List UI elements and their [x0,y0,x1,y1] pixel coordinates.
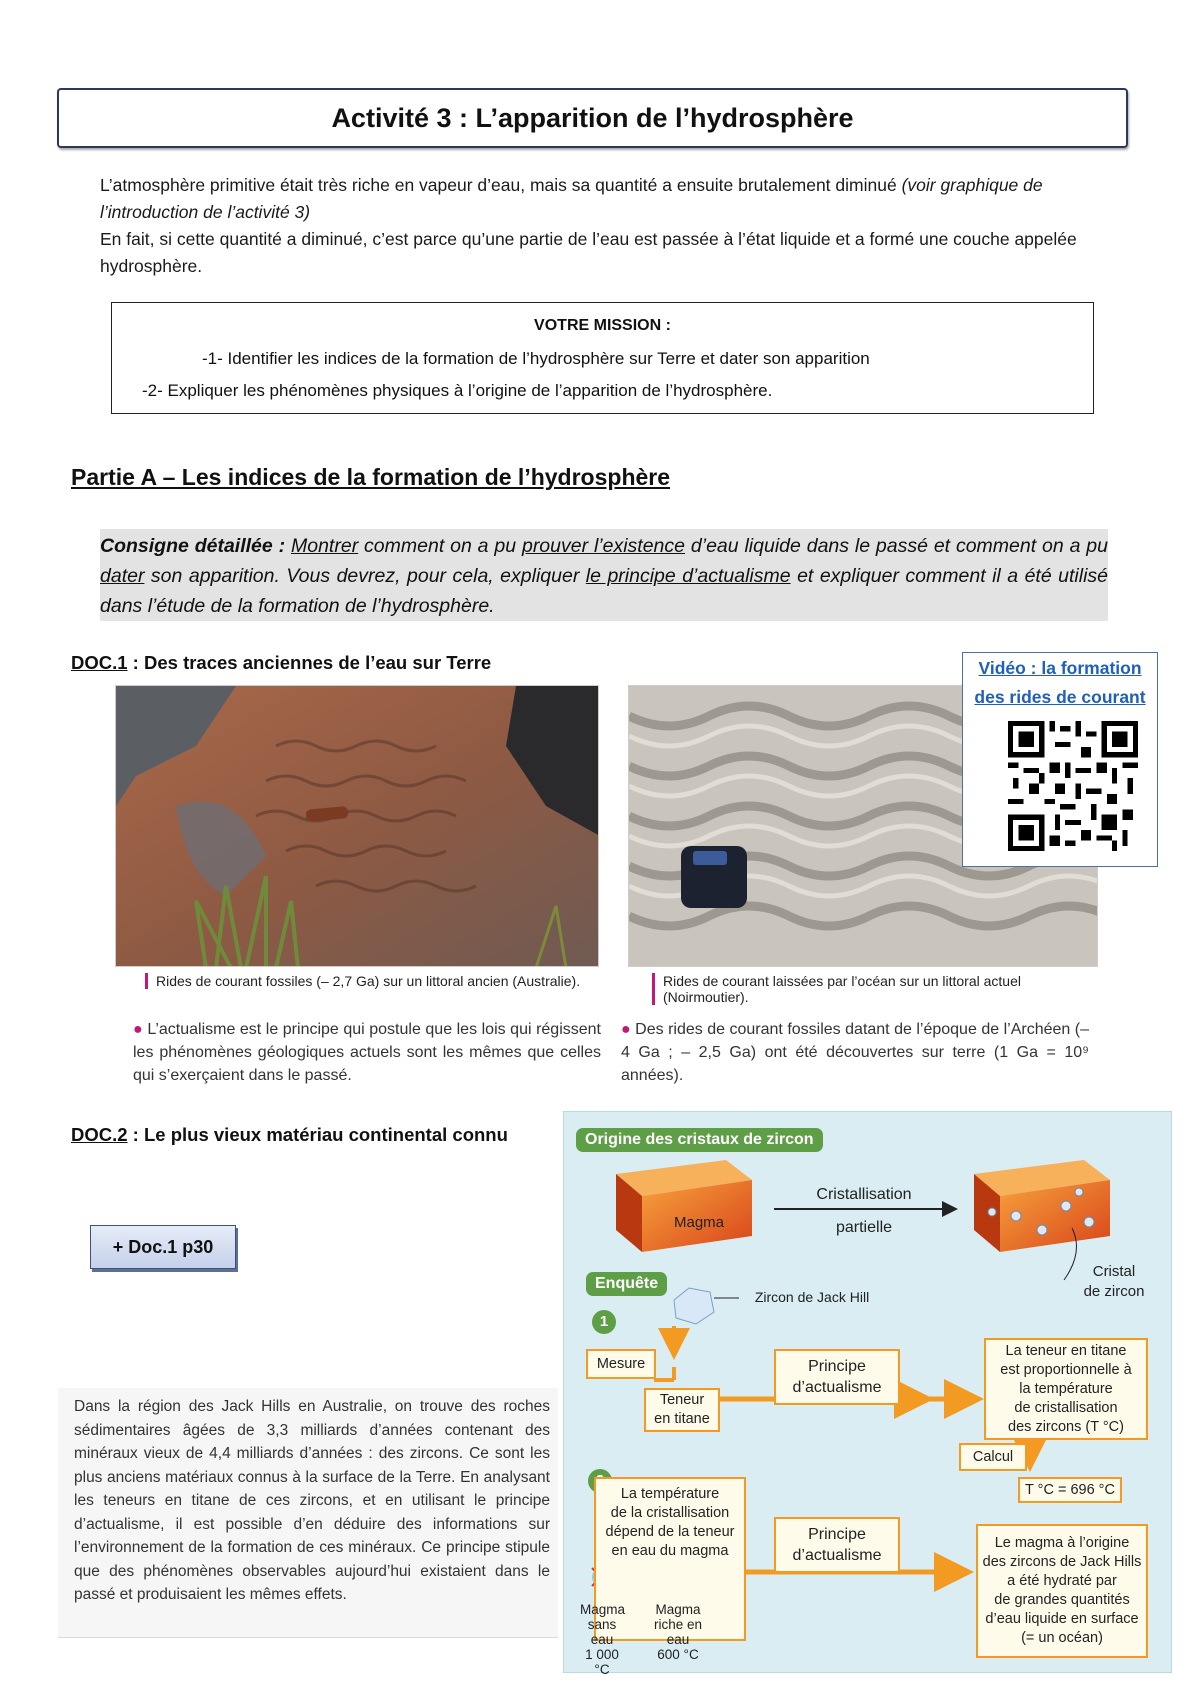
teneur-line1: Teneur [659,1392,705,1408]
concl-line5: d’eau liquide en surface [985,1611,1139,1627]
dep-line1: La température [620,1486,720,1502]
doc2-title-text: : Le plus vieux matériau continental connu [127,1124,508,1145]
calcul-box: Calcul [959,1443,1027,1471]
doc-reference-button[interactable]: + Doc.1 p30 [90,1225,236,1269]
concl-line2: des zircons de Jack Hills [982,1554,1142,1570]
zircon-jack-label: Zircon de Jack Hill [754,1289,870,1305]
doc2-title [71,1124,508,1146]
step-1-badge: 1 [592,1310,616,1334]
m-sans-3: 1 000 °C [585,1647,619,1677]
intro-line1-italic: (voir graphique de l’introduction de l’activité 3) [100,175,1043,222]
dep-line3: dépend de la teneur [605,1524,735,1540]
m-sans-2: sans eau [587,1617,617,1647]
title-box [57,88,1128,148]
jack-hills-text: Dans la région des Jack Hills en Australie, on trouve des roches sédimentaires âgées de 3,3 milliards d’années contenant des minéraux vieux de 4,4 milliards d’années : des zircons. Ce sont les plus anciens matériaux connus à la surface de la Terre. En analysant les teneurs en titane de ces zircons, et en utilisant le principe d’actualisme, il est possible d’en déduire des informations sur l’environnement de la formation de ces minéraux. Ce principe stipule que des phénomènes observables aujourd’hui existaient dans le passé et produisaient les mêmes effets. [58,1388,558,1638]
temperature-box: T °C = 696 °C [1018,1477,1122,1503]
m-riche-3: 600 °C [657,1647,699,1662]
partielle-label: partielle [835,1219,893,1236]
intro-line2: En fait, si cette quantité a diminué, c’est parce qu’une partie de l’eau est passée à l’état liquide et a formé une couche appelée hydrosphère. [100,229,1077,276]
proportion-box [984,1338,1148,1440]
cristal-label: Cristal [1092,1263,1136,1280]
caption-modern-ripples: Rides de courant laissées par l’océan sur un littoral actuel (Noirmoutier). [652,973,1102,1005]
zircon-diagram [563,1111,1172,1677]
video-link-line1[interactable]: Vidéo : la formation [978,658,1142,678]
concl-line4: de grandes quantités [994,1592,1130,1608]
mission-item-1: -1- Identifier les indices de la formation de l’hydrosphère sur Terre et dater son apparition [202,349,870,368]
prop-line5: des zircons (T °C) [1008,1418,1124,1435]
doc2-label: DOC.2 [71,1124,128,1145]
consigne-word-dater: dater [100,565,145,587]
origin-label: Origine des cristaux de zircon [576,1128,823,1152]
consigne-box [100,529,1108,621]
principe-1-line1: Principe [808,1358,866,1375]
mission-item-2: -2- Expliquer les phénomènes physiques à l’origine de l’apparition de l’hydrosphère. [142,381,773,400]
m-riche-1: Magma [655,1602,701,1617]
m-riche-2: riche en eau [653,1617,703,1647]
doc1-title-text: : Des traces anciennes de l’eau sur Terre [127,652,492,673]
concl-line6: (= un océan) [1021,1630,1103,1646]
magma-sans-eau-label [580,1602,624,1677]
dep-line4: en eau du magma [611,1543,729,1559]
section-heading-part-a: Partie A – Les indices de la formation de l’hydrosphère [71,464,671,490]
video-link-line2[interactable]: des rides de courant [974,687,1146,707]
consigne-label: Consigne détaillée : [100,535,286,557]
concl-line3: a été hydraté par [1007,1573,1117,1589]
video-link[interactable] [963,654,1157,712]
prop-line2: est proportionnelle à [1000,1361,1132,1378]
bullet-marker: ● [133,1021,143,1038]
consigne-text-3: son apparition. Vous devrez, pour cela, expliquer [144,565,586,587]
doc1-label: DOC.1 [71,652,128,673]
principe-box-2 [774,1517,900,1573]
principe-2-line1: Principe [808,1526,866,1543]
enquete-label: Enquête [586,1272,667,1296]
prop-line4: de cristallisation [1014,1399,1118,1416]
teneur-line2: en titane [654,1411,710,1427]
mission-box [111,302,1094,414]
doc1-title [71,652,491,674]
cristallisation-label: Cristallisation [816,1186,912,1203]
qr-code[interactable] [1008,721,1138,851]
intro-paragraph [100,172,1110,280]
principe-box-1 [774,1349,900,1405]
principe-2-line2: d’actualisme [792,1547,882,1564]
bullet-actualisme [133,1018,601,1087]
mission-heading: VOTRE MISSION : [534,317,671,334]
fossil-ripples-photo [115,685,599,967]
bullet-archeen [621,1018,1089,1087]
intro-line1: L’atmosphère primitive était très riche en vapeur d’eau, mais sa quantité a ensuite brutalement diminué [100,175,902,195]
consigne-text-1: comment on a pu [358,535,522,557]
dep-line2: de la cristallisation [610,1505,730,1521]
mesure-box: Mesure [586,1349,656,1379]
conclusion-box [976,1524,1148,1658]
bullet-actualisme-text: L’actualisme est le principe qui postule que les lois qui régissent les phénomènes géologiques actuels sont les mêmes que celles qui s’exerçaient dans le passé. [133,1021,601,1084]
page-title: Activité 3 : L’apparition de l’hydrosphère [331,102,854,133]
magma-label: Magma [673,1214,725,1231]
consigne-text-2: d’eau liquide dans le passé et comment on a pu [685,535,1108,557]
magma-riche-label [642,1602,714,1662]
m-sans-1: Magma [580,1602,626,1617]
caption-fossil-ripples: Rides de courant fossiles (– 2,7 Ga) sur un littoral ancien (Australie). [145,973,595,989]
bullet-marker: ● [621,1021,631,1038]
consigne-word-prouver: prouver l’existence [521,535,686,557]
consigne-word-principe: le principe d’actualisme [585,565,791,587]
prop-line3: la température [1019,1380,1113,1397]
bullet-archeen-text: Des rides de courant fossiles datant de l’époque de l’Archéen (– 4 Ga ; – 2,5 Ga) ont été découvertes sur terre (1 Ga = 10⁹ années). [621,1021,1089,1084]
consigne-word-montrer: Montrer [291,535,359,557]
concl-line1: Le magma à l’origine [994,1535,1130,1551]
de-zircon-label: de zircon [1083,1283,1145,1300]
principe-1-line2: d’actualisme [792,1379,882,1396]
prop-line1: La teneur en titane [1005,1342,1127,1359]
video-box [962,652,1158,867]
consigne-text-4: et expliquer comment il a été utilisé dans l’étude de la formation de l’hydrosphère. [100,565,1109,617]
teneur-box [644,1388,720,1432]
